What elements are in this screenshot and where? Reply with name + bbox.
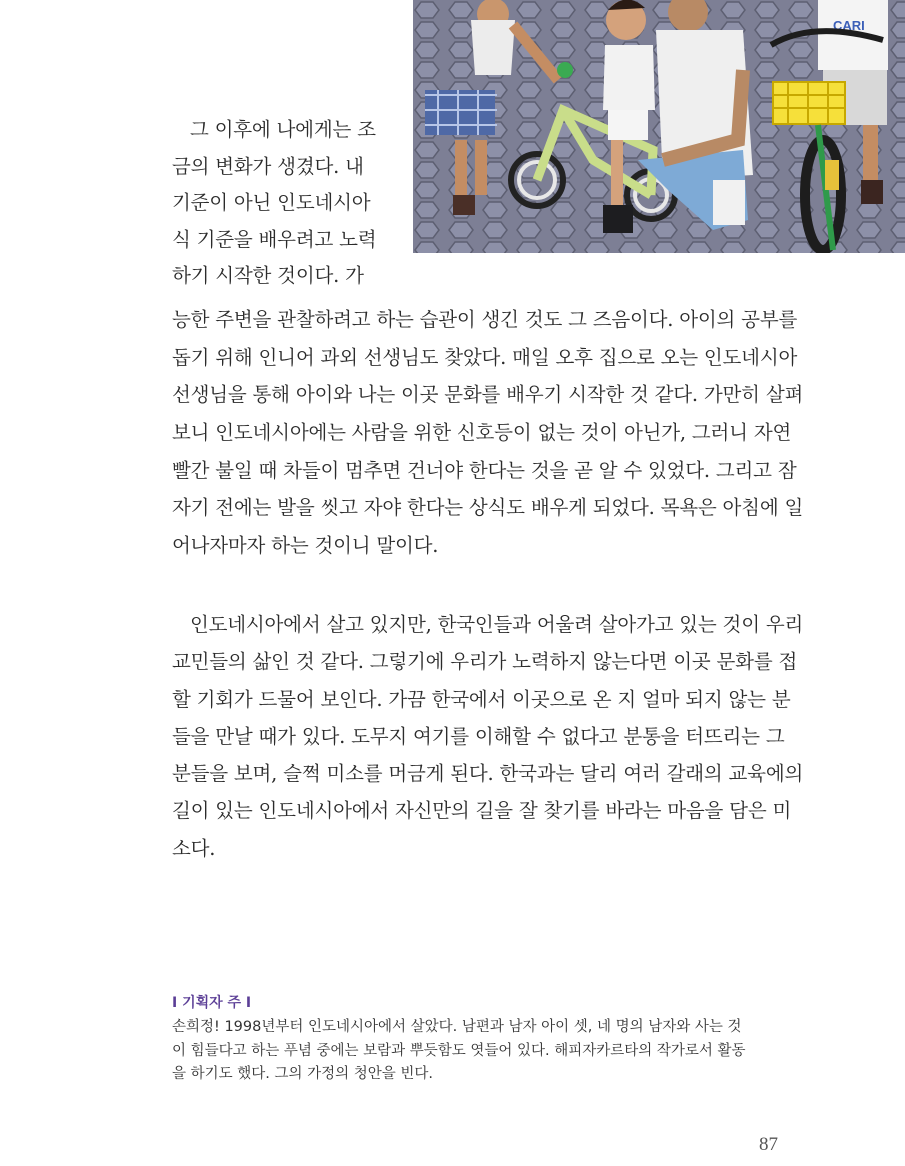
paragraph-1 (172, 112, 376, 295)
paragraph-line: 분들을 보며, 슬쩍 미소를 머금게 된다. 한국과는 달리 여러 갈래의 교육에의 (172, 762, 804, 786)
family-photo-image (413, 0, 905, 253)
paragraph-line: 선생님을 통해 아이와 나는 이곳 문화를 배우기 시작한 것 같다. 가만히 살펴 (172, 383, 804, 407)
paragraph-line: 어나자마자 하는 것이니 말이다. (172, 534, 439, 558)
paragraph-line: 하기 시작한 것이다. 가 (172, 264, 364, 287)
paragraph-line: 돕기 위해 인니어 과외 선생님도 찾았다. 매일 오후 집으로 오는 인도네시아 (172, 345, 798, 369)
editor-note-label: I 기획자 주 I (172, 995, 252, 1011)
paragraph-line: 식 기준을 배우려고 노력 (172, 227, 377, 251)
paragraph-line: 소다. (172, 836, 216, 860)
paragraph-line: 그 이후에 나에게는 조 (190, 118, 376, 141)
family-photo (413, 0, 905, 253)
paragraph-line: 인도네시아에서 살고 있지만, 한국인들과 어울려 살아가고 있는 것이 우리 (190, 613, 804, 636)
paragraph-line: 보니 인도네시아에는 사람을 위한 신호등이 없는 것이 아닌가, 그러니 자연 (172, 421, 792, 445)
paragraph-line: 빨간 불일 때 차들이 멈추면 건너야 한다는 것을 곧 알 수 있었다. 그리고 잠 (172, 458, 797, 482)
paragraph-line: 능한 주변을 관찰하려고 하는 습관이 생긴 것도 그 즈음이다. 아이의 공부를 (172, 308, 798, 331)
paragraph-line: 금의 변화가 생겼다. 내 (172, 154, 364, 178)
shirt-text: CARI (833, 18, 865, 33)
paragraph-line: 길이 있는 인도네시아에서 자신만의 길을 잘 찾기를 바라는 마음을 담은 미 (172, 799, 792, 823)
paragraph-line: 기준이 아닌 인도네시아 (172, 191, 371, 214)
page-number: 87 (759, 1134, 778, 1155)
paragraph-line: 자기 전에는 발을 씻고 자야 한다는 상식도 배우게 되었다. 목욕은 아침에 일 (172, 496, 804, 520)
paragraph-line: 교민들의 삶인 것 같다. 그렇기에 우리가 노력하지 않는다면 이곳 문화를 접 (172, 650, 798, 674)
editor-note (172, 990, 746, 1087)
editor-note-line: 손희정! 1998년부터 인도네시아에서 살았다. 남편과 남자 아이 셋, 네 명의 남자와 사는 것 (172, 1019, 742, 1035)
editor-note-line: 을 하기도 했다. 그의 가정의 청안을 빈다. (172, 1066, 433, 1082)
paragraph-line: 들을 만날 때가 있다. 도무지 여기를 이해할 수 없다고 분통을 터뜨리는 그 (172, 724, 785, 748)
paragraph-line: 할 기회가 드물어 보인다. 가끔 한국에서 이곳으로 온 지 얼마 되지 않는 분 (172, 687, 791, 711)
paragraph-2 (172, 301, 803, 565)
editor-note-line: 이 힘들다고 하는 푸념 중에는 보람과 뿌듯함도 엿들어 있다. 해피자카르타의 작가로서 활동 (172, 1042, 746, 1059)
paragraph-3 (172, 606, 803, 867)
